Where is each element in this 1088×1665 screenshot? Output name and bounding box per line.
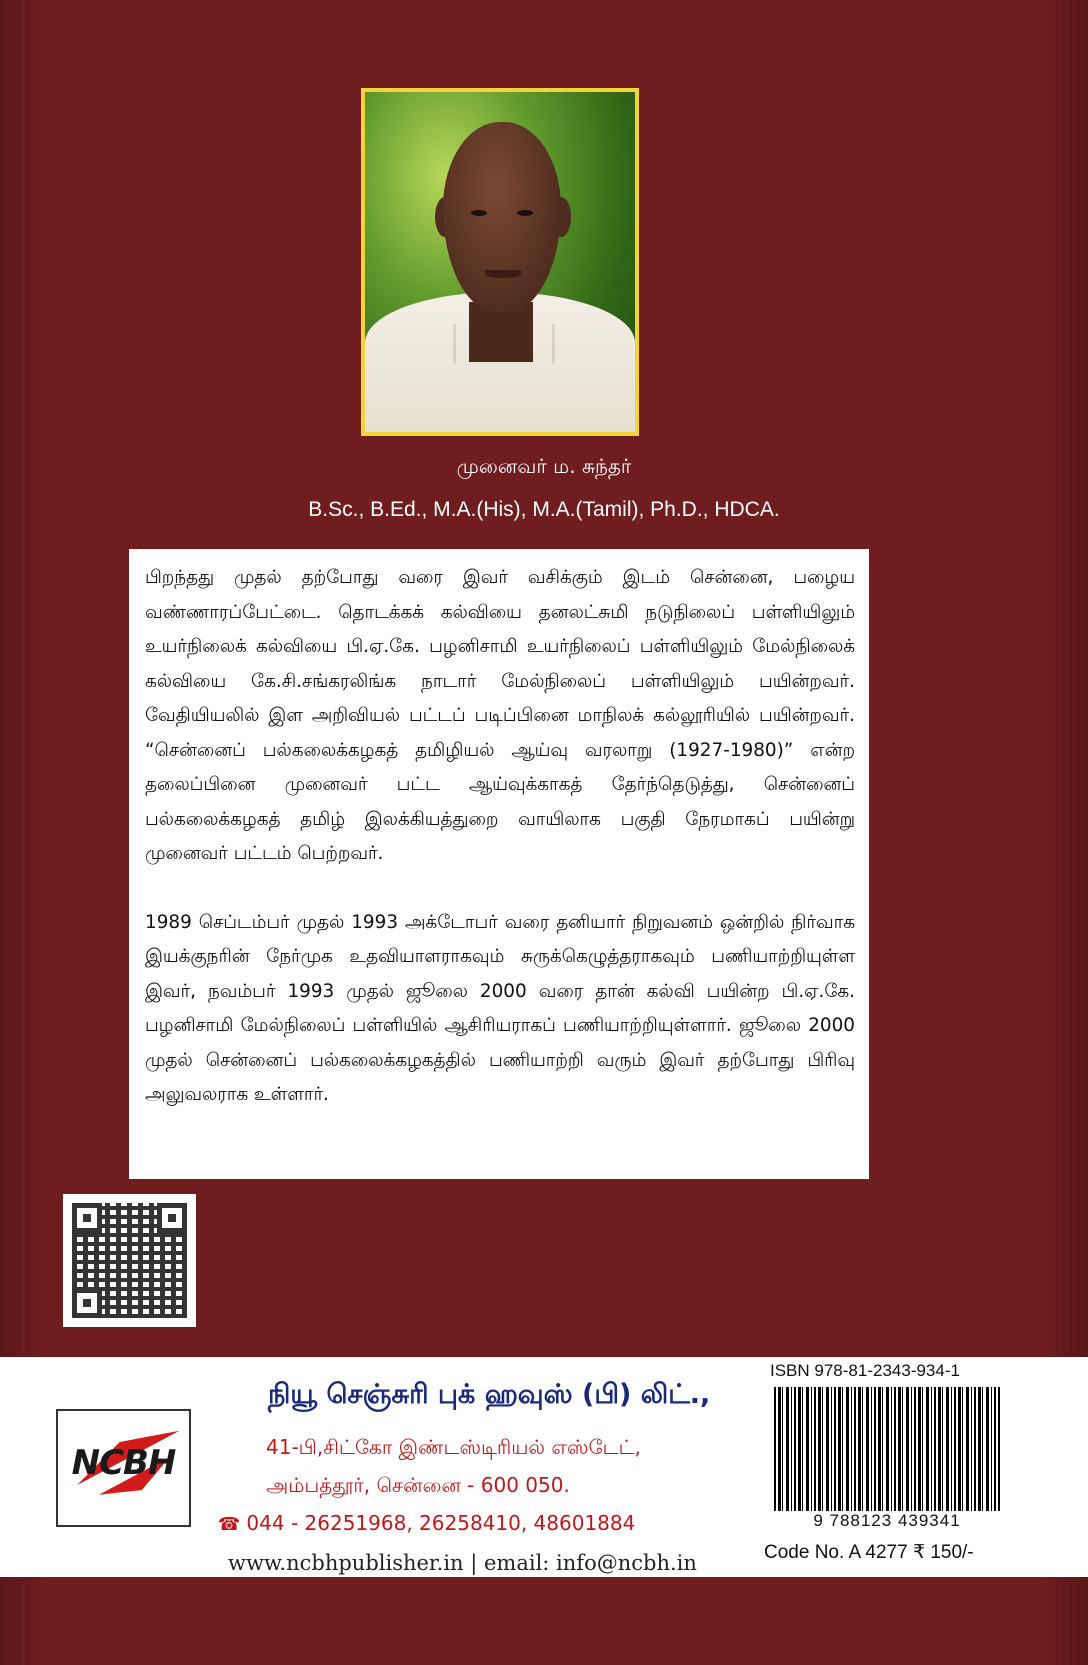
publisher-phone — [218, 1511, 635, 1535]
author-photo — [365, 92, 635, 432]
qr-code — [63, 1194, 196, 1327]
isbn-label: ISBN 978-81-2343-934-1 — [770, 1361, 960, 1380]
phone-icon: ☎ — [218, 1514, 241, 1535]
author-bio-box — [129, 549, 869, 1179]
author-name: முனைவர் ம. சுந்தர் — [456, 454, 632, 478]
phone-numbers: 044 - 26251968, 26258410, 48601884 — [246, 1511, 636, 1535]
bio-paragraph-2: 1989 செப்டம்பர் முதல் 1993 அக்டோபர் வரை தனியார் நிறுவனம் ஒன்றில் நிர்வாக இயக்குநரின் நேர்முக உதவியாளராகவும் சுருக்கெழுத்தராகவும் பணியாற்றியுள்ள இவர், நவம்பர் 1993 முதல் ஜூலை 2000 வரை தான் கல்வி பயின்ற பி.ஏ.கே. பழனிசாமி மேல்நிலைப் பள்ளியில் ஆசிரியராகப் பணியாற்றியுள்ளார். ஜூலை 2000 முதல் சென்னைப் பல்கலைக்கழகத்தில் பணியாற்றி வரும் இவர் தற்போது பிரிவு அலுவலராக உள்ளார். — [145, 911, 855, 1105]
publisher-address-line-1: 41-பி,சிட்கோ இண்டஸ்டிரியல் எஸ்டேட், — [266, 1435, 641, 1459]
qr-code-pattern — [72, 1203, 187, 1318]
isbn-panel — [764, 1357, 1088, 1577]
author-degrees: B.Sc., B.Ed., M.A.(His), M.A.(Tamil), Ph.D., HDCA. — [308, 498, 780, 521]
barcode-digits: 9 788123 439341 — [813, 1511, 961, 1530]
logo-text: NCBH — [71, 1443, 176, 1483]
publisher-name: நியூ செஞ்சுரி புக் ஹவுஸ் (பி) லிட்., — [268, 1379, 711, 1410]
bio-paragraph-1: பிறந்தது முதல் தற்போது வரை இவர் வசிக்கும் இடம் சென்னை, பழைய வண்ணாரப்பேட்டை. தொடக்கக் கல்வியை தனலட்சுமி நடுநிலைப் பள்ளியிலும் உயர்நிலைக் கல்வியை பி.ஏ.கே. பழனிசாமி உயர்நிலைப் பள்ளியிலும் மேல்நிலைக் கல்வியை கே.சி.சங்கரலிங்க நாடார் மேல்நிலைப் பள்ளியிலும் பயின்றவர். வேதியியலில் இள அறிவியல் பட்டப் படிப்பினை மாநிலக் கல்லூரியில் பயின்றவர். “சென்னைப் பல்கலைக்கழகத் தமிழியல் ஆய்வு வரலாறு (1927-1980)” என்ற தலைப்பினை முனைவர் பட்ட ஆய்வுக்காகத் தேர்ந்தெடுத்து, சென்னைப் பல்கலைக்கழகத் தமிழ் இலக்கியத்துறை வாயிலாக பகுதி நேரமாகப் பயின்று முனைவர் பட்டம் பெற்றவர். — [145, 567, 855, 864]
ncbh-logo — [56, 1409, 191, 1527]
barcode — [774, 1387, 1000, 1511]
publisher-address-line-2: அம்பத்தூர், சென்னை - 600 050. — [266, 1473, 570, 1497]
publisher-web-email: www.ncbhpublisher.in | email: info@ncbh.in — [228, 1551, 697, 1575]
author-photo-frame — [361, 88, 639, 436]
code-number-price: Code No. A 4277 ₹ 150/- — [764, 1542, 974, 1563]
